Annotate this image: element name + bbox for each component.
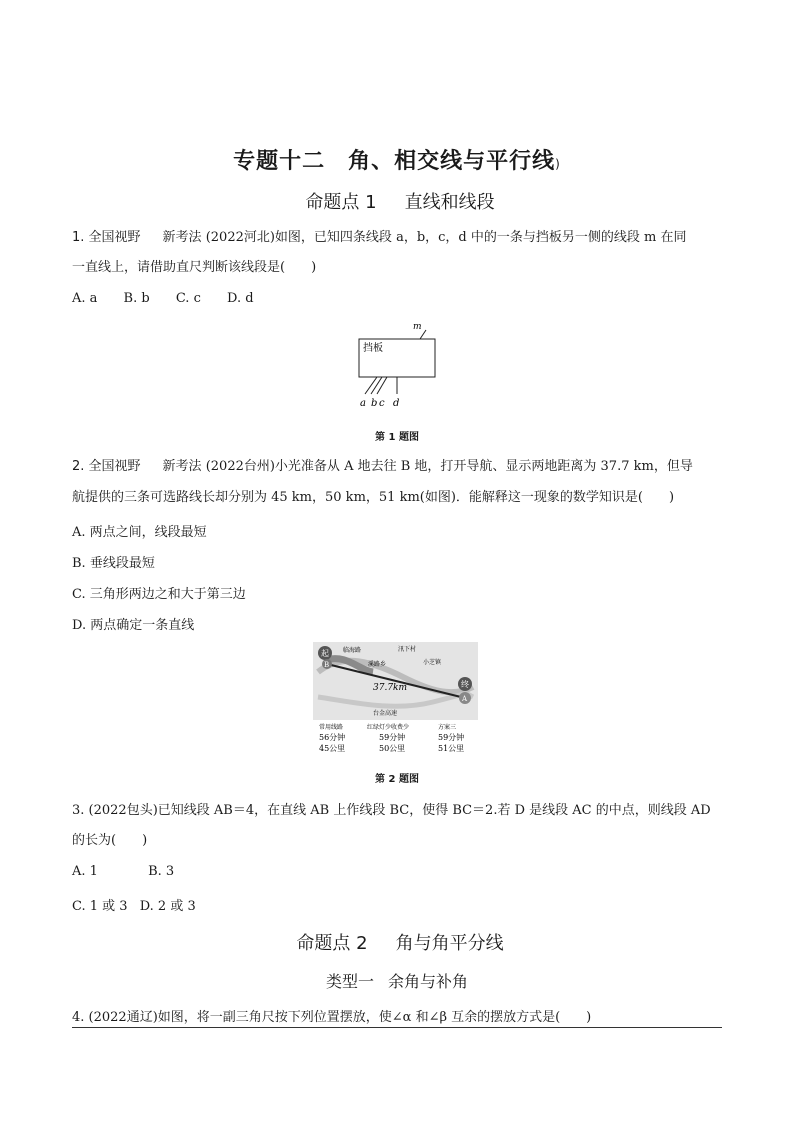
q3-text-1: 3. (2022包头)已知线段 AB＝4，在直线 AB 上作线段 BC，使得 BC＝2.若 D 是线段 AC 的中点，则线段 AD (72, 803, 711, 818)
route-2-dist: 50公里 (379, 744, 406, 753)
route-3-dist: 51公里 (438, 744, 465, 753)
q1-options (72, 291, 276, 306)
q3-text-2: 的长为( ) (72, 833, 148, 848)
type-1-label: 类型一 (325, 972, 374, 991)
q1-option-a: A. a (72, 291, 98, 306)
route-1-dist: 45公里 (319, 744, 346, 753)
route-3-name: 方案三 (438, 724, 457, 731)
section-2-label: 命题点 2 (296, 933, 368, 954)
question-2-line-1 (72, 458, 722, 476)
divider-line (72, 1027, 722, 1028)
map-distance: 37.7km (373, 683, 408, 693)
q1-figure (350, 318, 450, 413)
q4-text: 4. (2022通辽)如图，将一副三角尺按下列位置摆放，使∠α 和∠β 互余的摆放方式是( ) (72, 1010, 592, 1025)
map-place-5: 台金高速 (373, 710, 398, 717)
section-heading-2 (0, 929, 794, 955)
q1-text-2: 一直线上，请借助直尺判断该线段是( ) (72, 260, 317, 275)
q2-text-2: 航提供的三条可选路线长却分别为 45 km，50 km，51 km(如图)．能解释这一现象的数学知识是( ) (72, 490, 675, 505)
board-label: 挡板 (363, 343, 383, 354)
q3-options-row-2 (72, 895, 218, 914)
q2-option-d: D. 两点确定一条直线 (72, 618, 195, 633)
label-d: d (393, 398, 400, 409)
map-end: 终 (461, 680, 469, 689)
title-suffix: ) (555, 157, 561, 171)
map-start: 起 (321, 649, 329, 658)
map-point-b: B (324, 661, 330, 669)
label-b: b (371, 398, 378, 409)
map-place-2: 汛下村 (398, 646, 417, 653)
q2-option-c: C. 三角形两边之和大于第三边 (72, 587, 246, 602)
q2-caption: 第 2 题图 (375, 774, 419, 785)
q2-option-a: A. 两点之间，线段最短 (72, 525, 207, 540)
map-place-3: 溪路乡 (368, 661, 387, 668)
label-c: c (379, 398, 385, 409)
route-1-name: 常用线路 (319, 724, 344, 731)
q2-map-figure (313, 642, 478, 754)
map-point-a: A (462, 695, 468, 703)
q1-option-d: D. d (227, 291, 254, 306)
q3-option-c: C. 1 或 3 (72, 899, 128, 914)
map-place-1: 临海路 (343, 647, 362, 654)
q1-option-b: B. b (123, 291, 150, 306)
q1-tag: 新考法 (162, 230, 202, 245)
section-1-name: 直线和线段 (404, 192, 495, 213)
route-2-name: 红绿灯少收费少 (367, 724, 410, 731)
type-1-name: 余角与补角 (388, 972, 469, 991)
q1-caption: 第 1 题图 (375, 432, 419, 443)
q2-tag: 新考法 (162, 459, 202, 474)
section-1-label: 命题点 1 (305, 192, 377, 213)
route-3-time: 59分钟 (438, 733, 465, 742)
route-1-time: 56分钟 (319, 733, 346, 742)
title-main: 专题十二 角、相交线与平行线 (233, 149, 556, 174)
segment-a (365, 377, 377, 394)
q2-text-1: (2022台州)小光准备从 A 地去往 B 地，打开导航、显示两地距离为 37.7 km，但导 (205, 459, 693, 474)
label-m: m (413, 322, 422, 332)
section-2-name: 角与角平分线 (395, 933, 504, 954)
map-place-4: 小芝镇 (423, 659, 442, 666)
question-1-line-1 (72, 229, 722, 247)
route-2-time: 59分钟 (379, 733, 406, 742)
segment-b (371, 377, 382, 394)
label-a: a (360, 398, 366, 409)
section-heading-1 (0, 188, 794, 214)
q2-number: 2. 全国视野 (72, 459, 141, 474)
page-title (0, 144, 794, 175)
q3-option-b: B. 3 (148, 864, 175, 879)
q1-number: 1. 全国视野 (72, 230, 141, 245)
q1-option-c: C. c (175, 291, 201, 306)
q3-option-d: D. 2 或 3 (139, 899, 196, 914)
q3-option-a: A. 1 (72, 864, 98, 879)
q3-options-row-1 (72, 864, 196, 879)
q2-option-b: B. 垂线段最短 (72, 556, 155, 571)
q1-text-1: (2022河北)如图，已知四条线段 a，b，c，d 中的一条与挡板另一侧的线段 m 在同 (205, 230, 687, 245)
segment-c (377, 377, 387, 394)
type-heading-1 (0, 969, 794, 992)
